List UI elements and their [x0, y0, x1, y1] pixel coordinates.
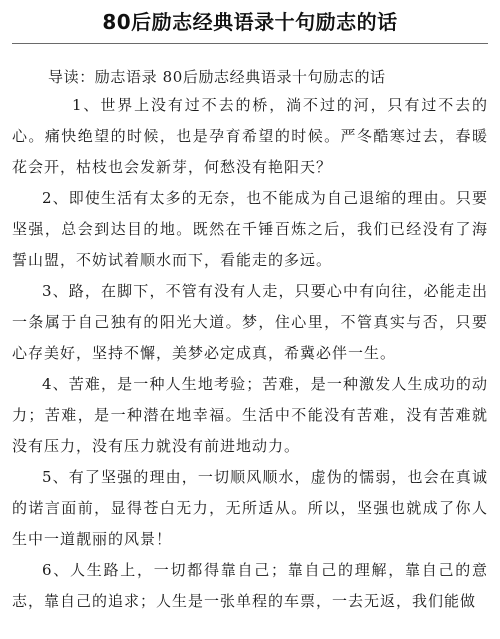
- document-title: 80后励志经典语录十句励志的话: [102, 10, 398, 34]
- title-divider: [12, 43, 488, 44]
- paragraph-3: 3、路，在脚下，不管有没有人走，只要心中有向往，必能走出一条属于自己独有的阳光大道。梦，住心里，不管真实与否，只要心存美好，坚持不懈，美梦必定成真，希冀必伴一生。: [12, 282, 488, 362]
- paragraph-6: 6、人生路上，一切都得靠自己；靠自己的理解，靠自己的意志，靠自己的追求；人生是一张单程的车票，一去无返，我们能做: [12, 561, 488, 610]
- paragraph-1: 1、世界上没有过不去的桥，淌不过的河，只有过不去的心。痛快绝望的时候，也是孕育希望的时候。严冬酷寒过去，春暖花会开，枯枝也会发新芽，何愁没有艳阳天？: [12, 96, 488, 176]
- paragraph-5: 5、有了坚强的理由，一切顺风顺水，虚伪的懦弱，也会在真诚的诺言面前，显得苍白无力，无所适从。所以，坚强也就成了你人生中一道靓丽的风景！: [12, 468, 488, 548]
- paragraph-4: 4、苦难，是一种人生地考验；苦难，是一种激发人生成功的动力；苦难，是一种潜在地幸福。生活中不能没有苦难，没有苦难就没有压力，没有压力就没有前进地动力。: [12, 375, 488, 455]
- paragraph-2: 2、即使生活有太多的无奈，也不能成为自己退缩的理由。只要坚强，总会到达目的地。既然在千锤百炼之后，我们已经没有了海誓山盟，不妨试着顺水而下，看能走的多远。: [12, 189, 488, 269]
- lead-text: 导读：励志语录 80后励志经典语录十句励志的话: [48, 68, 386, 86]
